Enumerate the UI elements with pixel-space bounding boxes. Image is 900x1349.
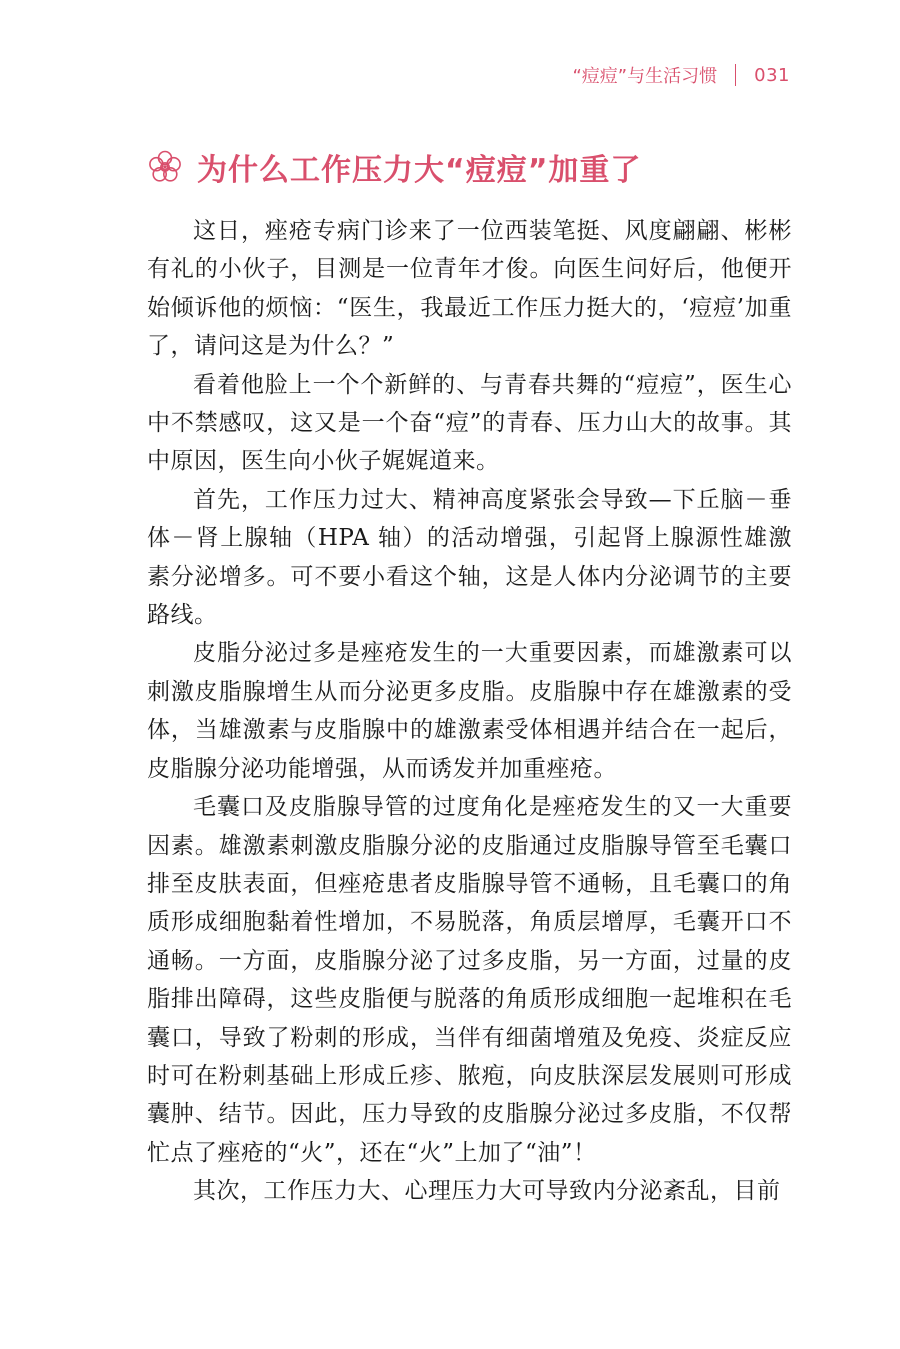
paragraph-6: 其次，工作压力大、心理压力大可导致内分泌紊乱，目前	[193, 1178, 781, 1205]
paragraph-4: 皮脂分泌过多是痤疮发生的一大重要因素，而雄激素可以刺激皮脂腺增生从而分泌更多皮脂。皮脂腺中存在雄激素的受体，当雄激素与皮脂腺中的雄激素受体相遇并结合在一起后，皮脂腺分泌功能增强，从而诱发并加重痤疮。	[147, 640, 792, 782]
running-header	[572, 62, 790, 88]
section-heading	[147, 145, 641, 189]
chapter-title: “痘痘”与生活习惯	[572, 66, 718, 87]
section-title: 为什么工作压力大“痘痘”加重了	[197, 153, 642, 188]
flower-icon	[147, 149, 183, 185]
paragraph-5: 毛囊口及皮脂腺导管的过度角化是痤疮发生的又一大重要因素。雄激素刺激皮脂腺分泌的皮脂通过皮脂腺导管至毛囊口排至皮肤表面，但痤疮患者皮脂腺导管不通畅，且毛囊口的角质形成细胞黏着性增加，不易脱落，角质层增厚，毛囊开口不通畅。一方面，皮脂腺分泌了过多皮脂，另一方面，过量的皮脂排出障碍，这些皮脂便与脱落的角质形成细胞一起堆积在毛囊口，导致了粉刺的形成，当伴有细菌增殖及免疫、炎症反应时可在粉刺基础上形成丘疹、脓疱，向皮肤深层发展则可形成囊肿、结节。因此，压力导致的皮脂腺分泌过多皮脂，不仅帮忙点了痤疮的“火”，还在“火”上加了“油”！	[147, 794, 792, 1166]
paragraph-1: 这日，痤疮专病门诊来了一位西装笔挺、风度翩翩、彬彬有礼的小伙子，目测是一位青年才俊。向医生问好后，他便开始倾诉他的烦恼：“医生，我最近工作压力挺大的，‘痘痘’加重了，请问这是为什么？”	[147, 218, 792, 360]
page-number: 031	[754, 64, 790, 86]
paragraph-3: 首先，工作压力过大、精神高度紧张会导致—下丘脑－垂体－肾上腺轴（HPA 轴）的活动增强，引起肾上腺源性雄激素分泌增多。可不要小看这个轴，这是人体内分泌调节的主要路线。	[147, 486, 792, 629]
body-text	[147, 212, 792, 1211]
paragraph-2: 看着他脸上一个个新鲜的、与青春共舞的“痘痘”，医生心中不禁感叹，这又是一个奋“痘”的青春、压力山大的故事。其中原因，医生向小伙子娓娓道来。	[147, 371, 792, 475]
header-divider	[735, 64, 736, 86]
